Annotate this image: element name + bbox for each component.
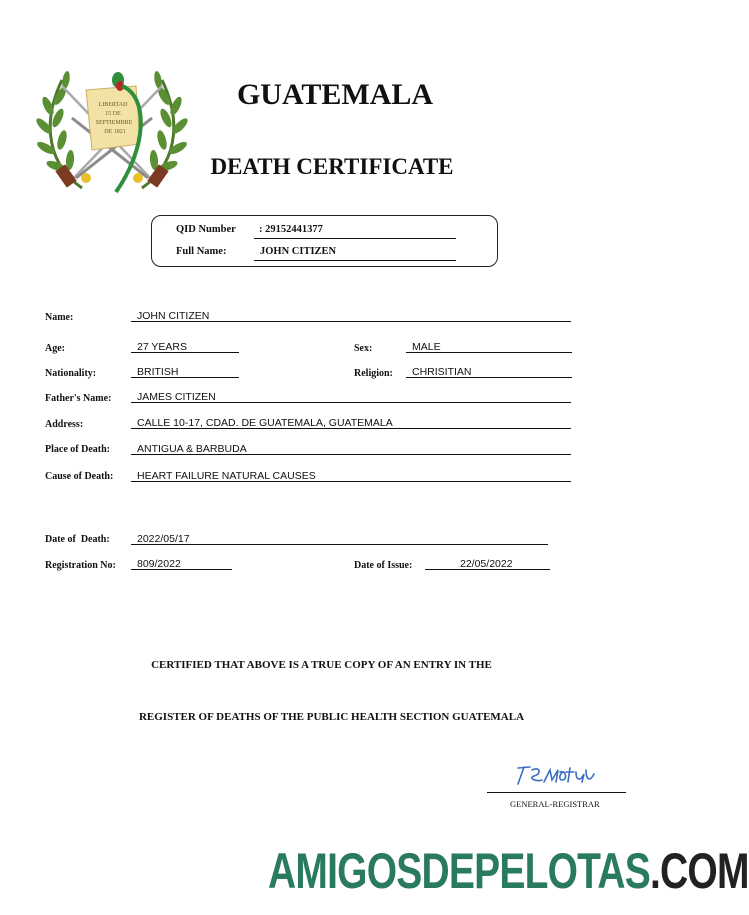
watermark-main: AMIGOSDEPELOTAS <box>268 843 650 899</box>
signature-line <box>487 792 626 793</box>
religion-label: Religion: <box>354 368 393 379</box>
fathers-name-value: JAMES CITIZEN <box>131 391 571 403</box>
date-of-issue-label: Date of Issue: <box>354 560 413 571</box>
document-title: DEATH CERTIFICATE <box>210 154 454 179</box>
cause-of-death-value: HEART FAILURE NATURAL CAUSES <box>131 470 571 482</box>
date-of-issue-value: 22/05/2022 <box>425 558 550 570</box>
sex-value: MALE <box>406 341 572 353</box>
full-name-value: JOHN CITIZEN <box>260 246 337 257</box>
full-name-underline <box>254 260 456 261</box>
watermark-suffix: .COM <box>649 843 749 899</box>
certification-line-1: CERTIFIED THAT ABOVE IS A TRUE COPY OF AN ENTRY IN THE <box>151 659 492 671</box>
date-of-death-value: 2022/05/17 <box>131 533 548 545</box>
svg-text:SEPTIEMBRE: SEPTIEMBRE <box>95 120 133 126</box>
address-value: CALLE 10-17, CDAD. DE GUATEMALA, GUATEMALA <box>131 417 571 429</box>
age-label: Age: <box>45 343 65 354</box>
place-of-death-value: ANTIGUA & BARBUDA <box>131 443 571 455</box>
qid-underline <box>254 238 456 239</box>
religion-value: CHRISITIAN <box>406 366 572 378</box>
place-of-death-label: Place of Death: <box>45 444 110 455</box>
nationality-label: Nationality: <box>45 368 97 379</box>
fathers-name-label: Father's Name: <box>45 393 112 404</box>
qid-value: : 29152441377 <box>259 224 323 235</box>
svg-text:DE 1821: DE 1821 <box>104 129 126 135</box>
registrar-title: GENERAL-REGISTRAR <box>510 799 600 809</box>
sex-label: Sex: <box>354 343 373 354</box>
country-title: GUATEMALA <box>236 78 434 111</box>
qid-label: QID Number <box>176 224 236 235</box>
full-name-label: Full Name: <box>176 246 227 257</box>
watermark-text <box>268 842 749 900</box>
name-value: JOHN CITIZEN <box>131 310 571 322</box>
svg-text:LIBERTAD: LIBERTAD <box>98 102 128 108</box>
name-label: Name: <box>45 312 74 323</box>
svg-text:15 DE: 15 DE <box>105 111 121 117</box>
registration-no-label: Registration No: <box>45 560 116 571</box>
date-of-death-label: Date of Death: <box>45 534 110 545</box>
registration-no-value: 809/2022 <box>131 558 232 570</box>
age-value: 27 YEARS <box>131 341 239 353</box>
registrar-signature <box>512 762 596 788</box>
address-label: Address: <box>45 419 84 430</box>
nationality-value: BRITISH <box>131 366 239 378</box>
cause-of-death-label: Cause of Death: <box>45 471 114 482</box>
certification-line-2: REGISTER OF DEATHS OF THE PUBLIC HEALTH SECTION GUATEMALA <box>138 711 525 723</box>
